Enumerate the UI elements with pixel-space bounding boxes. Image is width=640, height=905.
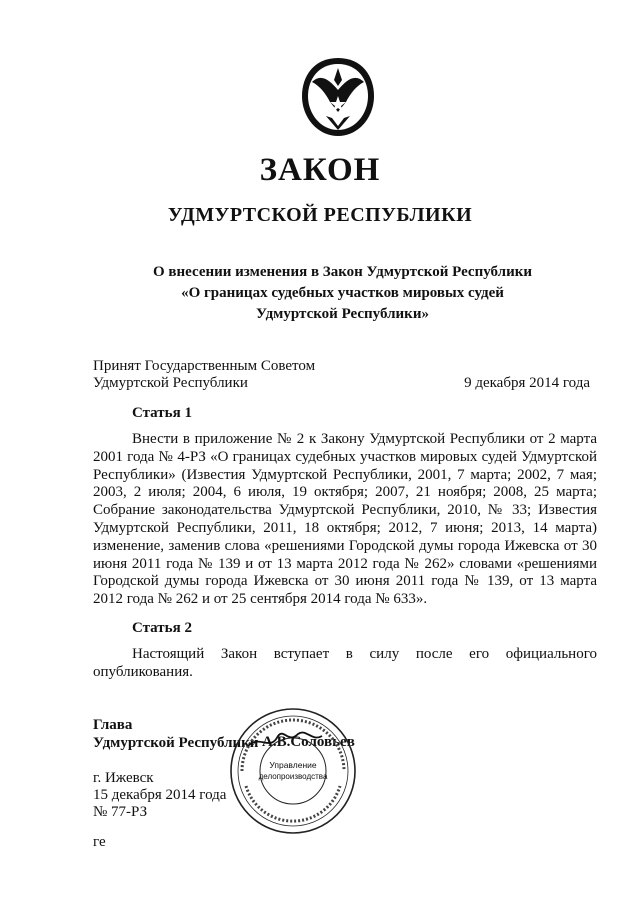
law-number: № 77-РЗ xyxy=(93,804,148,820)
adoption-date: 9 декабря 2014 года xyxy=(464,375,590,391)
official-stamp xyxy=(228,706,358,836)
law-name xyxy=(100,262,585,325)
law-name-line: Удмуртской Республики» xyxy=(256,306,429,322)
stamp-center-text-line: Управление xyxy=(269,760,317,770)
article-2-body: Настоящий Закон вступает в силу после его официального опубликования. xyxy=(93,646,597,680)
article-1-body: Внести в приложение № 2 к Закону Удмуртской Республики от 2 марта 2001 года № 4-РЗ «О границах судебных участков мировых судей Удмуртской Республики» (Известия Удмуртской Республики, 2001, 7 марта; 2002, 7 мая; 2003, 2 июля; 2004, 6 июля, 19 октября; 2007, 21 ноября; 2008, 25 марта; Собрание законодательства Удмуртской Республики, 2010, № 33; Известия Удмуртской Республики, 2011, 18 октября; 2012, 7 июня; 2013, 14 марта) изменение, заменив слова «решениями Городской думы города Ижевска от 30 июня 2011 года № 139 и от 13 марта 2012 года № 262» словами «решениями Городской думы города Ижевска от 30 июня 2011 года № 139, от 13 марта 2012 года № 262 и от 25 сентября 2014 года № 633». xyxy=(93,431,597,608)
adopted-by xyxy=(93,358,393,392)
article-2-text xyxy=(93,646,597,682)
signatory-title-line: Глава xyxy=(93,717,133,733)
article-1-text xyxy=(93,431,597,609)
signatory-name: А.В.Соловьев xyxy=(262,734,355,750)
coat-of-arms-emblem xyxy=(298,56,378,138)
city: г. Ижевск xyxy=(93,770,154,786)
adopted-by-line: Принят Государственным Советом xyxy=(93,358,316,374)
document-subtitle: УДМУРТСКОЙ РЕСПУБЛИКИ xyxy=(167,204,473,226)
article-2-heading: Статья 2 xyxy=(132,620,192,636)
law-name-line: О внесении изменения в Закон Удмуртской Республики xyxy=(152,264,532,280)
operator-initials: ге xyxy=(93,834,106,850)
signing-date: 15 декабря 2014 года xyxy=(93,787,227,803)
law-name-line: «О границах судебных участков мировых судей xyxy=(181,285,504,301)
signatory-title-line: Удмуртской Республики xyxy=(93,735,259,751)
stamp-center-text-line: делопроизводства xyxy=(258,772,328,781)
document-title: ЗАКОН xyxy=(259,152,381,188)
place-and-date xyxy=(93,770,226,821)
adopted-by-line: Удмуртской Республики xyxy=(93,375,248,391)
article-1-heading: Статья 1 xyxy=(132,405,192,421)
